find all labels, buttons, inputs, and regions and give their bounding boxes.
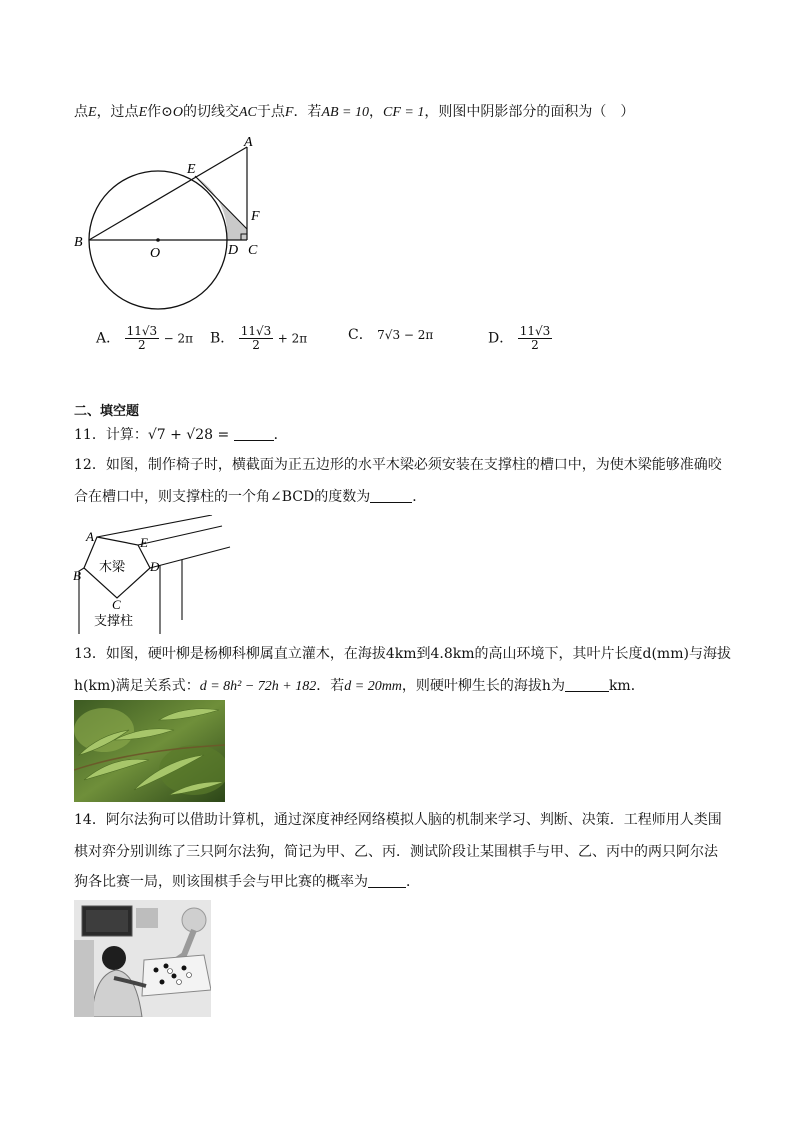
label-b: B <box>74 235 83 250</box>
label-f: F <box>251 209 260 224</box>
label-e: E <box>140 535 148 550</box>
section-title: 二、填空题 <box>74 404 140 419</box>
q13-line1: 13．如图，硬叶柳是杨柳科柳属直立灌木，在海拔4km到4.8km的高山环境下，其叶片长度d(mm)与海拔 <box>74 646 731 662</box>
option-d[interactable]: D． $\frac{11√3}{2}$ <box>488 324 551 352</box>
label-c: C <box>248 243 258 258</box>
option-a[interactable]: A． $\frac{11√3}{2}$ − 2π <box>96 324 193 352</box>
q11-answer-blank[interactable] <box>234 426 274 441</box>
alphago-photo <box>74 900 211 1017</box>
label-post: 支撑柱 <box>94 614 134 629</box>
q13-answer-blank[interactable] <box>565 677 609 692</box>
label-o: O <box>150 246 161 261</box>
q14-line3: 狗各比赛一局，则该围棋手会与甲比赛的概率为 ． <box>74 874 420 890</box>
label-c: C <box>112 597 121 612</box>
label-b: B <box>73 568 81 583</box>
label-d: D <box>150 559 160 574</box>
label-a: A <box>244 135 253 150</box>
pentagon-beam-figure <box>70 515 240 635</box>
q14-answer-blank[interactable] <box>368 873 406 888</box>
willow-leaves-photo <box>74 700 225 802</box>
center-dot <box>156 238 160 242</box>
label-d: D <box>228 243 239 258</box>
circle-tangent-figure <box>70 130 280 315</box>
q12-line1: 12．如图，制作椅子时，横截面为正五边形的水平木梁必须安装在支撑柱的槽口中，为使木梁能够准确咬 <box>74 457 722 473</box>
option-b[interactable]: B． $\frac{11√3}{2}$ + 2π <box>210 324 308 352</box>
q14-line1: 14．阿尔法狗可以借助计算机，通过深度神经网络模拟人脑的机制来学习、判断、决策．工程师用人类围 <box>74 812 722 828</box>
q11-text: 11．计算：√7 + √28 = ． <box>74 427 288 443</box>
label-a: A <box>86 529 94 544</box>
q10-stem: 点E，过点E作⊙O的切线交AC于点F．若AB = 10，CF = 1，则图中阴影部分的面积为（ ） <box>74 104 635 120</box>
q12-answer-blank[interactable] <box>370 488 412 503</box>
q14-line2: 棋对弈分别训练了三只阿尔法狗，简记为甲、乙、丙．测试阶段让某围棋手与甲、乙、丙中的两只阿尔法 <box>74 844 718 860</box>
label-beam: 木梁 <box>99 560 126 575</box>
segment-ba <box>89 147 247 240</box>
label-e: E <box>187 162 196 177</box>
q13-line2: h(km)满足关系式：d = 8h² − 72h + 182．若d = 20mm，则硬叶柳生长的海拔h为 km． <box>74 678 645 694</box>
tangent-ef <box>195 176 247 229</box>
q12-line2: 合在槽口中，则支撑柱的一个角∠BCD的度数为 ． <box>74 489 427 505</box>
option-c[interactable]: C． 7√3 − 2π <box>348 327 434 343</box>
shaded-region <box>195 176 247 240</box>
